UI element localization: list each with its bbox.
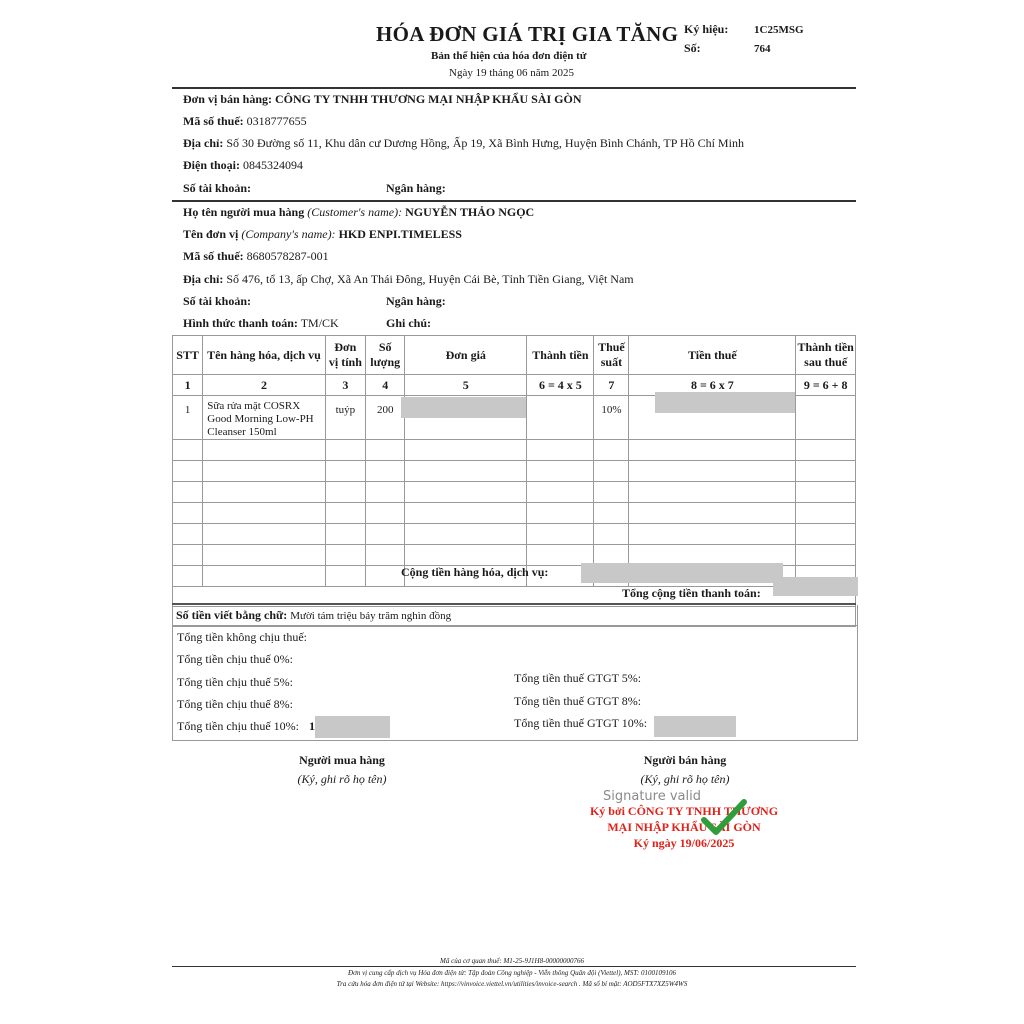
seller-sign-title: Người bán hàng [643,753,727,767]
column-header: Đơn giá [405,336,527,375]
signed-by-line1: Ký bởi CÔNG TY TNHH THƯƠNG [589,804,779,818]
buyer-sign-title: Người mua hàng [299,753,385,767]
subtotal-redacted [581,563,783,583]
amount-words: Mười tám triệu bảy trăm nghìn đồng [290,610,452,622]
buyer-address-row: Địa chỉ: Số 476, tổ 13, ấp Chợ, Xã An Thái Đông, Huyện Cái Bè, Tỉnh Tiền Giang, Việt Nam [183,272,634,286]
item-qty: 200 [366,396,405,440]
taxable-8-label: Tổng tiền chịu thuế 8%: [177,697,293,711]
number-label: Số: [684,41,701,55]
taxable-0-label: Tổng tiền chịu thuế 0%: [177,652,293,666]
taxable-10-label: Tổng tiền chịu thuế 10%: [177,719,299,733]
seller-account-row: Số tài khoản: [183,181,252,195]
table-row [173,461,856,482]
table-row [173,503,856,524]
check-icon [700,796,748,840]
signature-valid: Signature valid [603,789,701,804]
buyer-tax: 8680578287-001 [246,249,329,263]
buyer-bank-row: Ngân hàng: [386,294,446,308]
buyer-payment: TM/CK [300,316,339,330]
buyer-address: Số 476, tổ 13, ấp Chợ, Xã An Thái Đông, Huyện Cái Bè, Tỉnh Tiền Giang, Việt Nam [226,272,634,286]
taxable-10-redacted [315,716,390,738]
item-amount [527,396,594,440]
footer-tax-code: Mã của cơ quan thuế: M1-25-9J1H8-00000000766 [440,957,584,965]
vat-10-redacted [654,716,736,737]
vat-10-label: Tổng tiền thuế GTGT 10%: [514,716,648,730]
buyer-person-row: Họ tên người mua hàng (Customer's name): NGUYỄN THẢO NGỌC [183,205,535,219]
buyer-company-row: Tên đơn vị (Company's name): HKD ENPI.TIMELESS [183,227,462,241]
table-row [173,440,856,461]
number-value: 764 [754,43,771,55]
total-label: Tổng cộng tiền thanh toán: [622,586,761,600]
column-header: Tiền thuế [629,336,796,375]
buyer-sign-hint: (Ký, ghi rõ họ tên) [297,772,387,786]
divider [172,87,856,89]
item-tax-redacted [629,396,796,440]
invoice-title: HÓA ĐƠN GIÁ TRỊ GIA TĂNG [376,22,679,46]
seller-phone: 0845324094 [243,158,303,172]
seller-tax: 0318777655 [246,114,307,128]
item-unit: tuýp [325,396,366,440]
table-row [173,396,856,440]
seller-tax-row: Mã số thuế: 0318777655 [183,114,307,128]
seller-phone-row: Điện thoại: 0845324094 [183,158,303,172]
vat-8-label: Tổng tiền thuế GTGT 8%: [514,694,642,708]
item-total [796,396,856,440]
buyer-payment-row: Hình thức thanh toán: TM/CK [183,316,339,330]
item-rate: 10% [594,396,629,440]
table-header-row [173,336,856,375]
signed-date: Ký ngày 19/06/2025 [633,836,735,850]
seller-sign-hint: (Ký, ghi rõ họ tên) [640,772,730,786]
taxable-5-label: Tổng tiền chịu thuế 5%: [177,675,293,689]
buyer-note-row: Ghi chú: [386,316,432,330]
seller-name-row: Đơn vị bán hàng: CÔNG TY TNHH THƯƠNG MẠI NHẬP KHẨU SÀI GÒN [183,92,582,106]
table-row [173,482,856,503]
amount-words-row: Số tiền viết bằng chữ: Mười tám triệu bảy trăm nghìn đồng [176,608,452,622]
seller-address: Số 30 Đường số 11, Khu dân cư Dương Hồng, Ấp 19, Xã Bình Hưng, Huyện Bình Chánh, TP Hồ Chí Minh [226,136,744,150]
symbol-label: Ký hiệu: [684,22,729,36]
column-header: Thuế suất [594,336,629,375]
item-name: Sữa rửa mặt COSRX Good Morning Low-PH Cleanser 150ml [203,396,325,440]
invoice-subtitle: Bản thể hiện của hóa đơn điện tử [431,50,587,62]
item-price-redacted [405,396,527,440]
seller-name: CÔNG TY TNHH THƯƠNG MẠI NHẬP KHẨU SÀI GÒN [275,92,582,106]
buyer-person: NGUYỄN THẢO NGỌC [405,205,535,219]
vat-5-label: Tổng tiền thuế GTGT 5%: [514,671,642,685]
footer-lookup: Tra cứu hóa đơn điện tử tại Website: https://vinvoice.viettel.vn/utilities/invoice-search . Mã số bí mật: AOD5FTX7XZ5W4WS [336,980,688,988]
buyer-company: HKD ENPI.TIMELESS [338,227,462,241]
numbering-row: 1 2 3 4 5 6 = 4 x 5 7 8 = 6 x 7 9 = 6 + 8 [173,375,856,396]
seller-address-row: Địa chỉ: Số 30 Đường số 11, Khu dân cư Dương Hồng, Ấp 19, Xã Bình Hưng, Huyện Bình Chánh, TP Hồ Chí Minh [183,136,744,150]
buyer-tax-row: Mã số thuế: 8680578287-001 [183,249,329,263]
column-header: Thành tiền sau thuế [796,336,856,375]
column-header: Đơn vị tính [325,336,366,375]
symbol-value: 1C25MSG [754,24,804,36]
column-header: STT [173,336,203,375]
invoice-date: Ngày 19 tháng 06 năm 2025 [449,67,574,79]
table-row [173,524,856,545]
item-stt: 1 [173,396,203,440]
total-redacted [773,577,858,596]
taxable-10-prefix: 1 [309,719,315,733]
signed-by-line2: MẠI NHẬP KHẨU SÀI GÒN [607,820,761,834]
column-header: Thành tiền [527,336,594,375]
items-table [172,335,856,627]
footer-provider: Đơn vị cung cấp dịch vụ Hóa đơn điện tử: Tập đoàn Công nghiệp - Viễn thông Quân đội (Viettel), MST: 0100109106 [348,969,676,977]
buyer-account-row: Số tài khoản: [183,294,252,308]
seller-bank-row: Ngân hàng: [386,181,446,195]
column-header: Số lượng [366,336,405,375]
divider [172,200,856,202]
subtotal-label: Cộng tiền hàng hóa, dịch vụ: [401,565,549,579]
invoice-meta [684,22,824,60]
column-header: Tên hàng hóa, dịch vụ [203,336,325,375]
non-taxable-label: Tổng tiền không chịu thuế: [177,630,307,644]
